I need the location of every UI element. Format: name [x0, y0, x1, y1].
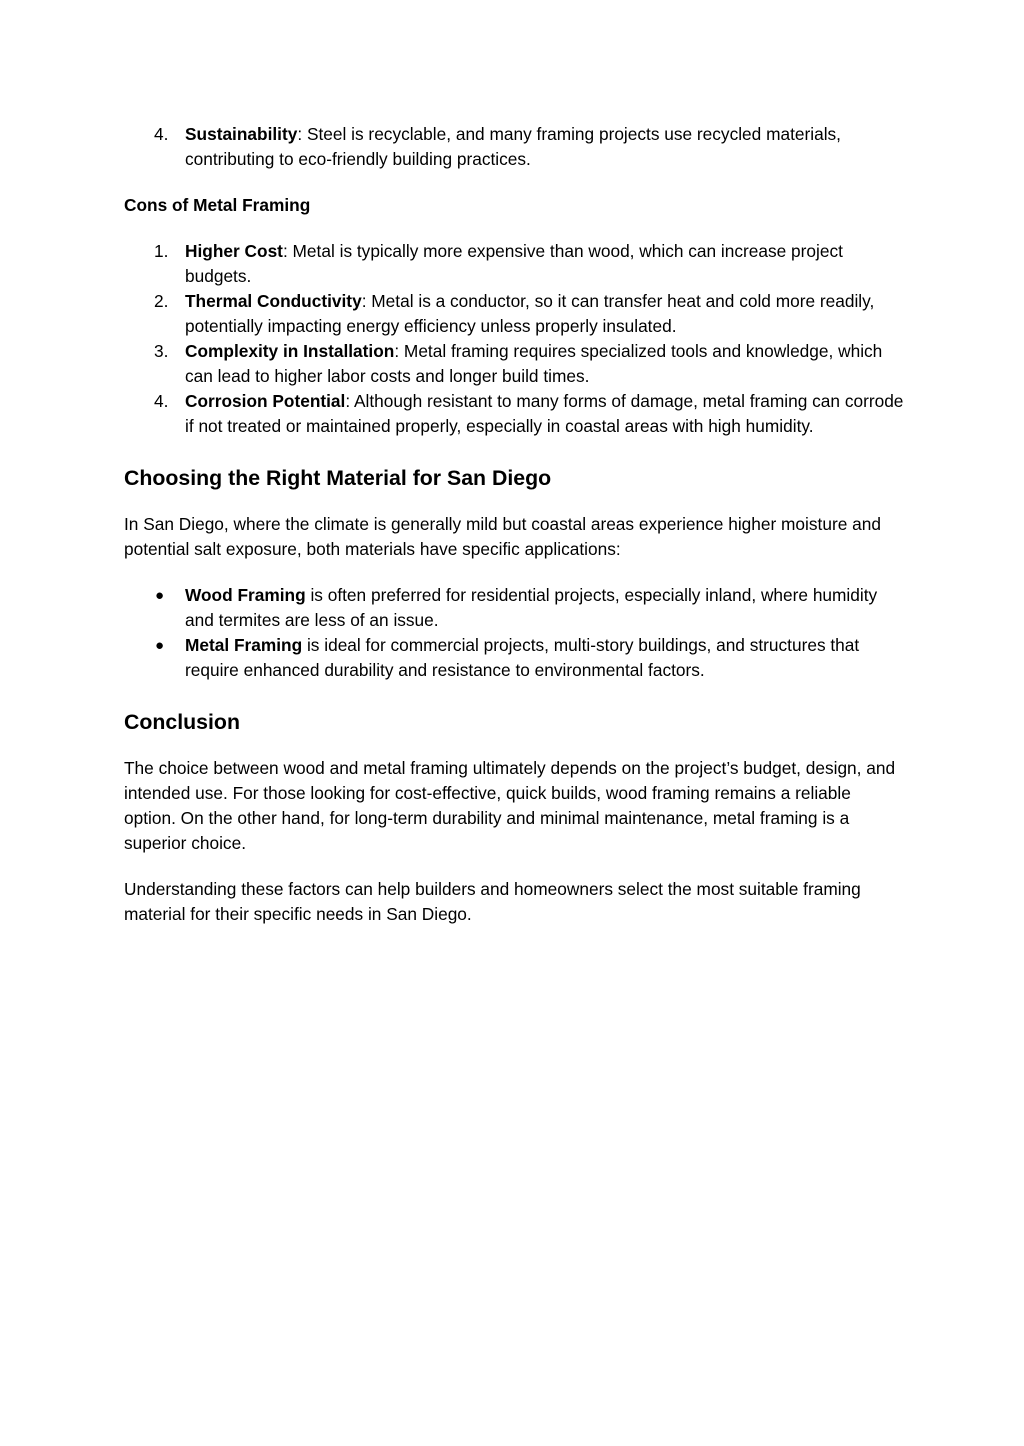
pros-list-continued — [124, 122, 904, 172]
bullet-icon: ● — [155, 587, 165, 604]
list-item — [124, 583, 904, 633]
list-item-term: Higher Cost — [185, 241, 283, 261]
list-item-term: Complexity in Installation — [185, 341, 395, 361]
list-number: 1. — [154, 241, 169, 261]
list-number: 2. — [154, 291, 169, 311]
list-number: 4. — [154, 124, 169, 144]
list-item-term: Metal Framing — [185, 635, 303, 655]
list-item — [124, 633, 904, 683]
list-item — [124, 289, 904, 339]
list-number: 3. — [154, 341, 169, 361]
cons-list — [124, 239, 904, 439]
list-item — [124, 339, 904, 389]
list-item-text: : Although resistant to many forms of damage, metal framing can corrode if not treated or maintained properly, especially in coastal areas with high humidity. — [185, 391, 904, 436]
conclusion-paragraph: Understanding these factors can help builders and homeowners select the most suitable framing material for their specific needs in San Diego. — [124, 879, 861, 924]
list-item — [124, 122, 904, 172]
list-item-text: : Steel is recyclable, and many framing projects use recycled materials, contributing to eco-friendly building practices. — [185, 124, 841, 169]
list-item-term: Corrosion Potential — [185, 391, 346, 411]
list-item-term: Sustainability — [185, 124, 298, 144]
list-item — [124, 389, 904, 439]
cons-heading: Cons of Metal Framing — [124, 195, 311, 215]
list-item-text: : Metal is typically more expensive than wood, which can increase project budgets. — [185, 241, 843, 286]
document-page — [124, 122, 904, 927]
choosing-heading: Choosing the Right Material for San Diego — [124, 466, 552, 490]
list-item-text: is often preferred for residential projects, especially inland, where humidity and termites are less of an issue. — [185, 585, 878, 630]
list-item-text: : Metal is a conductor, so it can transfer heat and cold more readily, potentially impacting energy efficiency unless properly insulated. — [185, 291, 875, 336]
conclusion-paragraph: The choice between wood and metal framing ultimately depends on the project’s budget, design, and intended use. For those looking for cost-effective, quick builds, wood framing remains a reliable option. On the other hand, for long-term durability and minimal maintenance, metal framing is a superior choice. — [124, 758, 896, 853]
conclusion-heading: Conclusion — [124, 710, 240, 734]
list-item-text: is ideal for commercial projects, multi-story buildings, and structures that require enhanced durability and resistance to environmental factors. — [185, 635, 860, 680]
list-item — [124, 239, 904, 289]
bullet-icon: ● — [155, 637, 165, 654]
list-number: 4. — [154, 391, 169, 411]
list-item-text: : Metal framing requires specialized tools and knowledge, which can lead to higher labor costs and longer build times. — [185, 341, 883, 386]
choosing-intro: In San Diego, where the climate is generally mild but coastal areas experience higher moisture and potential salt exposure, both materials have specific applications: — [124, 514, 881, 559]
choosing-bullets — [124, 583, 904, 683]
list-item-term: Thermal Conductivity — [185, 291, 362, 311]
list-item-term: Wood Framing — [185, 585, 306, 605]
